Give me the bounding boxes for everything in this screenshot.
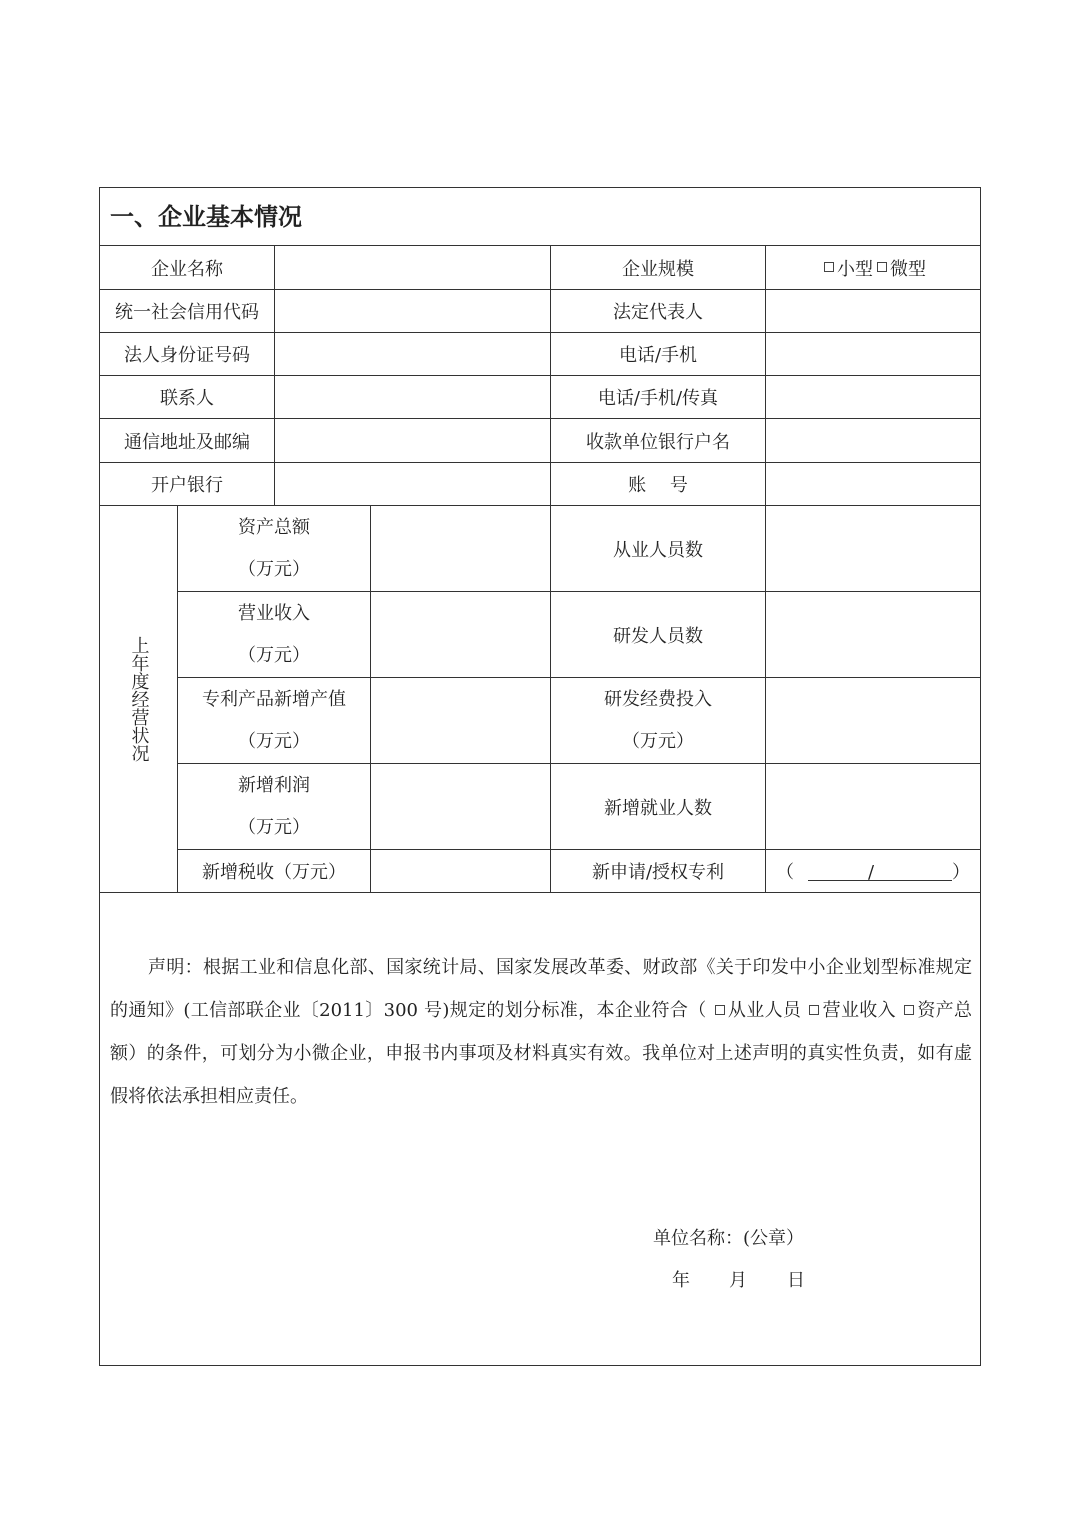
label-phone: 电话/手机	[551, 333, 766, 376]
input-address[interactable]	[275, 419, 551, 463]
patent-slash: /	[867, 861, 875, 883]
option-small-label: 小型	[837, 258, 873, 280]
label-bank: 开户银行	[100, 463, 275, 506]
date-day: 日	[787, 1270, 805, 1291]
label-total-assets: 资产总额 （万元）	[178, 506, 371, 592]
label-new-jobs: 新增就业人数	[551, 764, 766, 850]
scale-options	[766, 246, 980, 290]
input-company-name[interactable]	[275, 246, 551, 290]
input-new-jobs[interactable]	[766, 764, 980, 850]
input-phone[interactable]	[766, 333, 980, 376]
option-micro-label: 微型	[890, 258, 926, 280]
date-month: 月	[729, 1270, 747, 1291]
label-address: 通信地址及邮编	[100, 419, 275, 463]
label-account-number: 账 号	[551, 463, 766, 506]
input-account-name[interactable]	[766, 419, 980, 463]
date-year: 年	[672, 1270, 690, 1291]
input-legal-rep[interactable]	[766, 290, 980, 333]
checkbox-employees[interactable]	[715, 1005, 725, 1015]
input-id-number[interactable]	[275, 333, 551, 376]
label-revenue: 营业收入 （万元）	[178, 592, 371, 678]
patent-open-paren: （	[775, 862, 794, 883]
checkbox-small[interactable]	[824, 262, 834, 272]
label-rd-expense: 研发经费投入 （万元）	[551, 678, 766, 764]
input-rd-staff[interactable]	[766, 592, 980, 678]
label-company-scale: 企业规模	[551, 246, 766, 290]
signature-unit: 单位名称：(公章）	[653, 1228, 805, 1249]
application-form	[99, 187, 981, 1366]
input-revenue[interactable]	[371, 592, 551, 678]
label-legal-rep: 法定代表人	[551, 290, 766, 333]
input-patents[interactable]	[766, 850, 980, 893]
label-new-profit: 新增利润 （万元）	[178, 764, 371, 850]
checkbox-micro[interactable]	[877, 262, 887, 272]
label-patent-output: 专利产品新增产值 （万元）	[178, 678, 371, 764]
ops-group-label: 上年度经营状况	[100, 506, 178, 893]
label-patents: 新申请/授权专利	[551, 850, 766, 893]
input-bank[interactable]	[275, 463, 551, 506]
input-credit-code[interactable]	[275, 290, 551, 333]
patent-close-paren: ）	[952, 862, 971, 883]
patent-granted-blank[interactable]	[874, 862, 952, 881]
label-new-tax: 新增税收（万元）	[178, 850, 371, 893]
label-rd-staff: 研发人员数	[551, 592, 766, 678]
patent-applied-blank[interactable]	[808, 862, 868, 881]
label-company-name: 企业名称	[100, 246, 275, 290]
section-title: 一、企业基本情况	[100, 188, 980, 246]
label-phone-fax: 电话/手机/传真	[551, 376, 766, 419]
label-contact: 联系人	[100, 376, 275, 419]
checkbox-assets[interactable]	[904, 1005, 914, 1015]
label-account-name: 收款单位银行户名	[551, 419, 766, 463]
label-id-number: 法人身份证号码	[100, 333, 275, 376]
label-employees: 从业人员数	[551, 506, 766, 592]
label-credit-code: 统一社会信用代码	[100, 290, 275, 333]
input-patent-output[interactable]	[371, 678, 551, 764]
input-new-tax[interactable]	[371, 850, 551, 893]
input-rd-expense[interactable]	[766, 678, 980, 764]
input-employees[interactable]	[766, 506, 980, 592]
input-contact[interactable]	[275, 376, 551, 419]
input-total-assets[interactable]	[371, 506, 551, 592]
input-account-number[interactable]	[766, 463, 980, 506]
input-phone-fax[interactable]	[766, 376, 980, 419]
declaration-paragraph: 声明：根据工业和信息化部、国家统计局、国家发展改革委、财政部《关于印发中小企业划型标准规定的通知》(工信部联企业〔2011〕300 号)规定的划分标准，本企业符合（ 从业人员 营业收入 资产总额）的条件，可划分为小微企业，申报书内事项及材料真实有效。我单位对上述声明的真实性负责，如有虚假将依法承担相应责任。	[110, 957, 973, 1107]
input-new-profit[interactable]	[371, 764, 551, 850]
checkbox-revenue[interactable]	[809, 1005, 819, 1015]
